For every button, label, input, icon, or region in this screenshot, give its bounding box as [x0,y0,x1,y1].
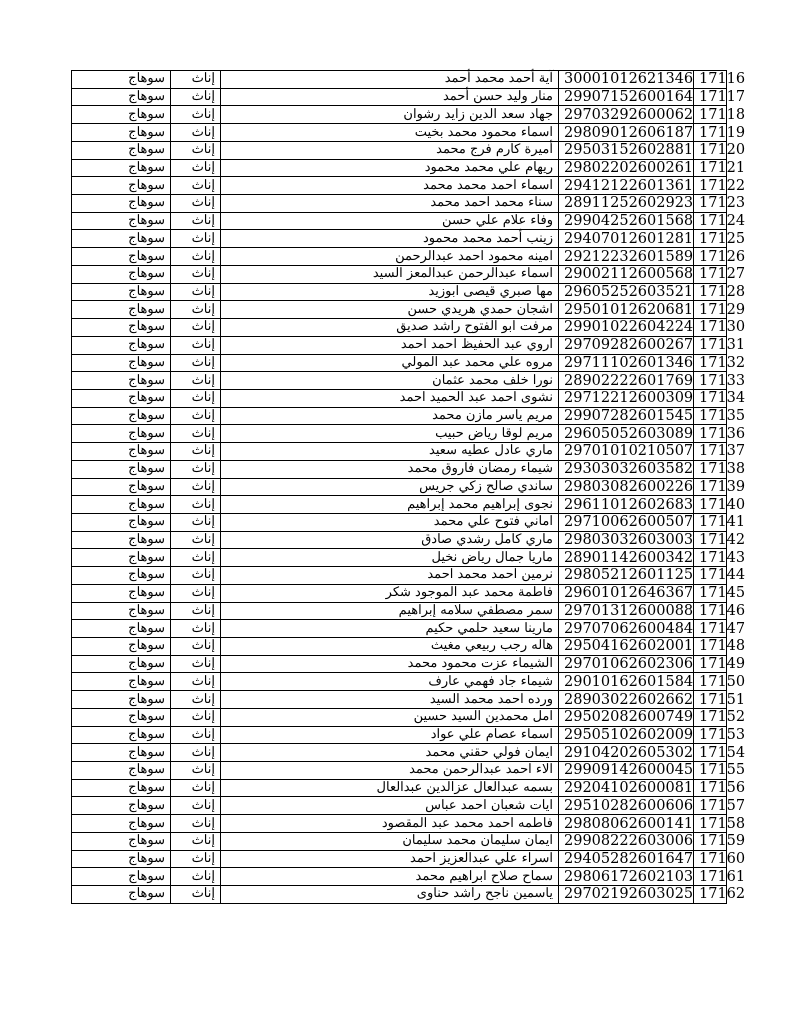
student-name-cell: اشجان حمدي هريدي حسن [221,301,559,319]
roster-table [71,70,746,904]
gender-cell: إناث [171,691,221,709]
national-id-cell: 29908222603006 [559,832,694,850]
national-id-cell: 29712212600309 [559,389,694,407]
seat-number-cell: 17138 [694,460,727,478]
student-name-cell: اسماء عصام علي عواد [221,726,559,744]
national-id-cell: 29212232601589 [559,248,694,266]
table-row [72,815,727,833]
gender-cell: إناث [171,372,221,390]
national-id-cell: 28902222601769 [559,372,694,390]
student-name-cell: اروي عبد الحفيظ احمد احمد [221,336,559,354]
governorate-cell: سوهاج [72,478,171,496]
gender-cell: إناث [171,673,221,691]
national-id-cell: 29808062600141 [559,815,694,833]
national-id-cell: 29701062602306 [559,655,694,673]
student-name-cell: بسمه عبدالعال عزالدين عبدالعال [221,779,559,797]
gender-cell: إناث [171,336,221,354]
national-id-cell: 29709282600267 [559,336,694,354]
seat-number-cell: 17127 [694,265,727,283]
national-id-cell: 29405282601647 [559,850,694,868]
seat-number-cell: 17121 [694,159,727,177]
governorate-cell: سوهاج [72,71,171,89]
seat-number-cell: 17149 [694,655,727,673]
seat-number-cell: 17147 [694,620,727,638]
governorate-cell: سوهاج [72,531,171,549]
national-id-cell: 29711102601346 [559,354,694,372]
seat-number-cell: 17162 [694,886,727,904]
gender-cell: إناث [171,248,221,266]
gender-cell: إناث [171,850,221,868]
gender-cell: إناث [171,531,221,549]
student-name-cell: ياسمين ناجح راشد حناوى [221,886,559,904]
gender-cell: إناث [171,71,221,89]
table-row [72,124,727,142]
seat-number-cell: 17161 [694,868,727,886]
national-id-cell: 30001012621346 [559,71,694,89]
governorate-cell: سوهاج [72,407,171,425]
student-name-cell: سماح صلاح ابراهيم محمد [221,868,559,886]
governorate-cell: سوهاج [72,549,171,567]
table-row [72,708,727,726]
gender-cell: إناث [171,124,221,142]
governorate-cell: سوهاج [72,691,171,709]
governorate-cell: سوهاج [72,389,171,407]
gender-cell: إناث [171,301,221,319]
gender-cell: إناث [171,513,221,531]
national-id-cell: 29010162601584 [559,673,694,691]
seat-number-cell: 17120 [694,141,727,159]
table-row [72,478,727,496]
national-id-cell: 28901142600342 [559,549,694,567]
student-name-cell: سمر مصطفي سلامه إبراهيم [221,602,559,620]
national-id-cell: 29407012601281 [559,230,694,248]
seat-number-cell: 17154 [694,744,727,762]
national-id-cell: 29605252603521 [559,283,694,301]
student-name-cell: مريم لوقا رياض حبيب [221,425,559,443]
gender-cell: إناث [171,779,221,797]
gender-cell: إناث [171,620,221,638]
national-id-cell: 29703292600062 [559,106,694,124]
national-id-cell: 29505102602009 [559,726,694,744]
student-name-cell: امينه محمود احمد عبدالرحمن [221,248,559,266]
student-name-cell: هاله رجب ربيعي مغيث [221,638,559,656]
student-name-cell: سناء محمد احمد محمد [221,195,559,213]
student-name-cell: جهاد سعد الدين زايد رشوان [221,106,559,124]
governorate-cell: سوهاج [72,638,171,656]
national-id-cell: 29510282600606 [559,797,694,815]
roster-body [72,71,746,904]
national-id-cell: 29710062600507 [559,513,694,531]
student-name-cell: اسراء علي عبدالعزيز احمد [221,850,559,868]
table-row [72,726,727,744]
governorate-cell: سوهاج [72,283,171,301]
governorate-cell: سوهاج [72,762,171,780]
governorate-cell: سوهاج [72,815,171,833]
student-name-cell: ايمان فولي حقني محمد [221,744,559,762]
governorate-cell: سوهاج [72,265,171,283]
gender-cell: إناث [171,443,221,461]
table-row [72,531,727,549]
gender-cell: إناث [171,726,221,744]
gender-cell: إناث [171,195,221,213]
governorate-cell: سوهاج [72,319,171,337]
student-name-cell: نورا خلف محمد عثمان [221,372,559,390]
gender-cell: إناث [171,230,221,248]
seat-number-cell: 17145 [694,584,727,602]
governorate-cell: سوهاج [72,779,171,797]
student-name-cell: منار وليد حسن أحمد [221,88,559,106]
gender-cell: إناث [171,265,221,283]
gender-cell: إناث [171,354,221,372]
governorate-cell: سوهاج [72,124,171,142]
table-row [72,638,727,656]
seat-number-cell: 17136 [694,425,727,443]
student-name-cell: شيماء رمضان فاروق محمد [221,460,559,478]
table-row [72,265,727,283]
governorate-cell: سوهاج [72,673,171,691]
student-name-cell: فاطمة محمد عبد الموجود شكر [221,584,559,602]
national-id-cell: 29503152602881 [559,141,694,159]
gender-cell: إناث [171,319,221,337]
student-name-cell: ورده احمد محمد السيد [221,691,559,709]
gender-cell: إناث [171,407,221,425]
national-id-cell: 29805212601125 [559,567,694,585]
gender-cell: إناث [171,212,221,230]
gender-cell: إناث [171,567,221,585]
seat-number-cell: 17131 [694,336,727,354]
student-name-cell: ريهام علي محمد محمود [221,159,559,177]
seat-number-cell: 17144 [694,567,727,585]
national-id-cell: 29104202605302 [559,744,694,762]
student-name-cell: زينب أحمد محمد محمود [221,230,559,248]
gender-cell: إناث [171,159,221,177]
seat-number-cell: 17117 [694,88,727,106]
table-row [72,88,727,106]
student-name-cell: مارينا سعيد حلمي حكيم [221,620,559,638]
student-name-cell: نرمين احمد محمد احمد [221,567,559,585]
table-row [72,301,727,319]
governorate-cell: سوهاج [72,177,171,195]
student-name-cell: وفاء علام علي حسن [221,212,559,230]
student-name-cell: ايمان سليمان محمد سليمان [221,832,559,850]
table-row [72,762,727,780]
seat-number-cell: 17152 [694,708,727,726]
student-name-cell: نشوى احمد عبد الحميد احمد [221,389,559,407]
table-row [72,230,727,248]
national-id-cell: 29901022604224 [559,319,694,337]
student-name-cell: ماري عادل عطيه سعيد [221,443,559,461]
gender-cell: إناث [171,549,221,567]
table-row [72,248,727,266]
governorate-cell: سوهاج [72,336,171,354]
table-row [72,868,727,886]
student-name-cell: فاطمه احمد محمد عبد المقصود [221,815,559,833]
governorate-cell: سوهاج [72,301,171,319]
governorate-cell: سوهاج [72,141,171,159]
table-row [72,832,727,850]
student-name-cell: شيماء جاد فهمي عارف [221,673,559,691]
student-name-cell: أميرة كارم فرج محمد [221,141,559,159]
governorate-cell: سوهاج [72,655,171,673]
governorate-cell: سوهاج [72,602,171,620]
governorate-cell: سوهاج [72,106,171,124]
student-name-cell: امل محمدين السيد حسين [221,708,559,726]
gender-cell: إناث [171,744,221,762]
table-row [72,567,727,585]
national-id-cell: 29701312600088 [559,602,694,620]
gender-cell: إناث [171,638,221,656]
national-id-cell: 29701010210507 [559,443,694,461]
national-id-cell: 29802202600261 [559,159,694,177]
national-id-cell: 29611012602683 [559,496,694,514]
governorate-cell: سوهاج [72,88,171,106]
national-id-cell: 29904252601568 [559,212,694,230]
table-row [72,425,727,443]
student-name-cell: الشيماء عزت محمود محمد [221,655,559,673]
gender-cell: إناث [171,815,221,833]
seat-number-cell: 17124 [694,212,727,230]
table-row [72,673,727,691]
gender-cell: إناث [171,584,221,602]
table-row [72,584,727,602]
national-id-cell: 29907282601545 [559,407,694,425]
governorate-cell: سوهاج [72,708,171,726]
seat-number-cell: 17159 [694,832,727,850]
national-id-cell: 29412122601361 [559,177,694,195]
governorate-cell: سوهاج [72,744,171,762]
national-id-cell: 28903022602662 [559,691,694,709]
national-id-cell: 29605052603089 [559,425,694,443]
national-id-cell: 29809012606187 [559,124,694,142]
gender-cell: إناث [171,177,221,195]
seat-number-cell: 17133 [694,372,727,390]
seat-number-cell: 17132 [694,354,727,372]
national-id-cell: 29504162602001 [559,638,694,656]
table-row [72,319,727,337]
gender-cell: إناث [171,868,221,886]
table-row [72,779,727,797]
governorate-cell: سوهاج [72,460,171,478]
gender-cell: إناث [171,708,221,726]
student-name-cell: آية أحمد محمد أحمد [221,71,559,89]
table-row [72,513,727,531]
seat-number-cell: 17153 [694,726,727,744]
governorate-cell: سوهاج [72,886,171,904]
table-row [72,460,727,478]
table-row [72,71,727,89]
seat-number-cell: 17129 [694,301,727,319]
national-id-cell: 28911252602923 [559,195,694,213]
national-id-cell: 29702192603025 [559,886,694,904]
student-name-cell: نجوى إبراهيم محمد إبراهيم [221,496,559,514]
seat-number-cell: 17125 [694,230,727,248]
table-row [72,691,727,709]
seat-number-cell: 17151 [694,691,727,709]
table-row [72,283,727,301]
gender-cell: إناث [171,655,221,673]
national-id-cell: 29806172602103 [559,868,694,886]
national-id-cell: 29907152600164 [559,88,694,106]
governorate-cell: سوهاج [72,248,171,266]
gender-cell: إناث [171,496,221,514]
gender-cell: إناث [171,602,221,620]
seat-number-cell: 17158 [694,815,727,833]
student-name-cell: ايات شعبان احمد عباس [221,797,559,815]
seat-number-cell: 17160 [694,850,727,868]
seat-number-cell: 17146 [694,602,727,620]
student-name-cell: اسماء احمد محمد محمد [221,177,559,195]
national-id-cell: 29303032603582 [559,460,694,478]
seat-number-cell: 17135 [694,407,727,425]
table-row [72,407,727,425]
table-row [72,141,727,159]
table-row [72,443,727,461]
national-id-cell: 29204102600081 [559,779,694,797]
table-row [72,886,727,904]
national-id-cell: 29909142600045 [559,762,694,780]
table-row [72,602,727,620]
seat-number-cell: 17118 [694,106,727,124]
student-name-cell: اسماء محمود محمد بخيت [221,124,559,142]
seat-number-cell: 17140 [694,496,727,514]
seat-number-cell: 17155 [694,762,727,780]
governorate-cell: سوهاج [72,195,171,213]
seat-number-cell: 17130 [694,319,727,337]
governorate-cell: سوهاج [72,797,171,815]
governorate-cell: سوهاج [72,868,171,886]
table-row [72,850,727,868]
student-name-cell: ساندي صالح زكي جريس [221,478,559,496]
table-row [72,496,727,514]
governorate-cell: سوهاج [72,567,171,585]
national-id-cell: 29601012646367 [559,584,694,602]
seat-number-cell: 17142 [694,531,727,549]
seat-number-cell: 17137 [694,443,727,461]
governorate-cell: سوهاج [72,159,171,177]
table-row [72,106,727,124]
seat-number-cell: 17148 [694,638,727,656]
seat-number-cell: 17141 [694,513,727,531]
table-row [72,389,727,407]
national-id-cell: 29803082600226 [559,478,694,496]
national-id-cell: 29002112600568 [559,265,694,283]
governorate-cell: سوهاج [72,496,171,514]
governorate-cell: سوهاج [72,584,171,602]
table-row [72,195,727,213]
gender-cell: إناث [171,141,221,159]
student-name-cell: مرفت ابو الفتوح راشد صديق [221,319,559,337]
table-row [72,336,727,354]
gender-cell: إناث [171,762,221,780]
governorate-cell: سوهاج [72,726,171,744]
governorate-cell: سوهاج [72,620,171,638]
table-row [72,177,727,195]
seat-number-cell: 17123 [694,195,727,213]
table-row [72,744,727,762]
table-row [72,549,727,567]
national-id-cell: 29502082600749 [559,708,694,726]
student-name-cell: مها صبري قيصى ابوزيد [221,283,559,301]
seat-number-cell: 17126 [694,248,727,266]
governorate-cell: سوهاج [72,832,171,850]
gender-cell: إناث [171,106,221,124]
governorate-cell: سوهاج [72,354,171,372]
governorate-cell: سوهاج [72,372,171,390]
student-name-cell: مروه علي محمد عبد المولي [221,354,559,372]
table-row [72,212,727,230]
student-name-cell: اماني فتوح علي محمد [221,513,559,531]
national-id-cell: 29501012620681 [559,301,694,319]
seat-number-cell: 17143 [694,549,727,567]
governorate-cell: سوهاج [72,212,171,230]
seat-number-cell: 17156 [694,779,727,797]
table-row [72,655,727,673]
seat-number-cell: 17116 [694,71,727,89]
seat-number-cell: 17119 [694,124,727,142]
student-name-cell: ماريا جمال رياض نخيل [221,549,559,567]
seat-number-cell: 17128 [694,283,727,301]
gender-cell: إناث [171,797,221,815]
gender-cell: إناث [171,389,221,407]
table-row [72,159,727,177]
table-row [72,372,727,390]
gender-cell: إناث [171,283,221,301]
governorate-cell: سوهاج [72,230,171,248]
seat-number-cell: 17139 [694,478,727,496]
gender-cell: إناث [171,832,221,850]
table-row [72,354,727,372]
student-name-cell: مريم ياسر مازن محمد [221,407,559,425]
student-name-cell: ماري كامل رشدي صادق [221,531,559,549]
seat-number-cell: 17122 [694,177,727,195]
national-id-cell: 29803032603003 [559,531,694,549]
student-name-cell: اسماء عبدالرحمن عبدالمعز السيد [221,265,559,283]
gender-cell: إناث [171,460,221,478]
gender-cell: إناث [171,886,221,904]
seat-number-cell: 17134 [694,389,727,407]
gender-cell: إناث [171,88,221,106]
governorate-cell: سوهاج [72,425,171,443]
student-name-cell: الاء احمد عبدالرحمن محمد [221,762,559,780]
gender-cell: إناث [171,425,221,443]
seat-number-cell: 17150 [694,673,727,691]
table-row [72,620,727,638]
seat-number-cell: 17157 [694,797,727,815]
gender-cell: إناث [171,478,221,496]
governorate-cell: سوهاج [72,850,171,868]
governorate-cell: سوهاج [72,443,171,461]
governorate-cell: سوهاج [72,513,171,531]
national-id-cell: 29707062600484 [559,620,694,638]
table-row [72,797,727,815]
